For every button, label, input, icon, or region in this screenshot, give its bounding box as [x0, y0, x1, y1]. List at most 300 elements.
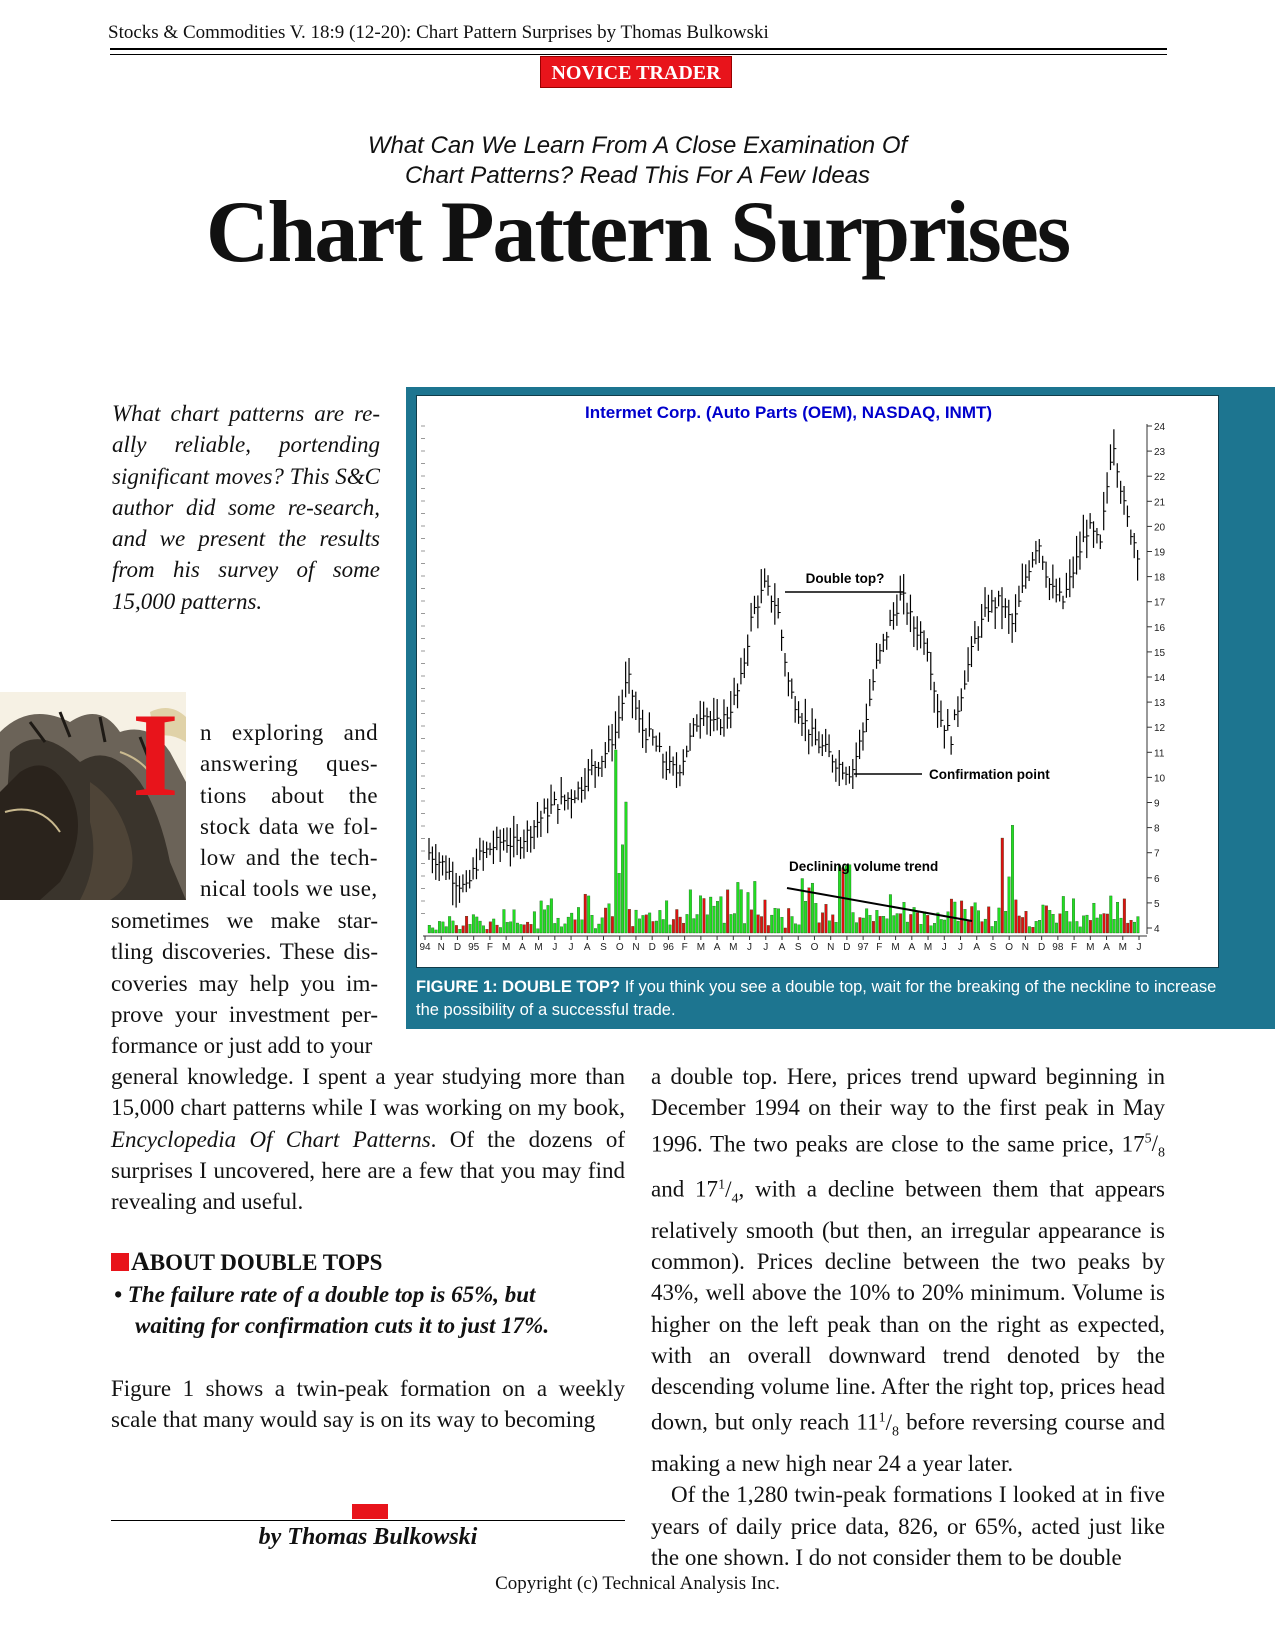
header-rule — [110, 48, 1167, 50]
volume-bar — [1116, 902, 1119, 933]
volume-bar — [960, 901, 963, 933]
volume-bar — [1038, 920, 1041, 933]
volume-bar — [784, 928, 787, 933]
volume-bar — [1035, 921, 1038, 933]
volume-bar — [1130, 920, 1133, 933]
volume-bar — [1001, 838, 1004, 933]
x-tick-label: 96 — [662, 942, 674, 953]
volume-bar — [774, 908, 777, 933]
x-tick-label: O — [1005, 942, 1014, 953]
x-tick-label: A — [519, 942, 526, 953]
volume-bar — [770, 915, 773, 933]
volume-bar — [1008, 877, 1011, 933]
x-tick-label: 97 — [857, 942, 869, 953]
subhead-square-icon — [111, 1253, 129, 1271]
y-tick-label: 19 — [1154, 547, 1166, 559]
x-tick-label: M — [501, 942, 511, 953]
volume-bar — [1059, 914, 1062, 933]
volume-bar — [747, 892, 750, 933]
volume-bar — [991, 926, 994, 933]
volume-bar — [621, 845, 624, 933]
volume-bar — [564, 924, 567, 933]
x-tick-label: F — [486, 942, 493, 953]
y-tick-label: 22 — [1154, 472, 1166, 484]
volume-bar — [591, 915, 594, 933]
y-tick-label: 13 — [1154, 698, 1166, 710]
volume-bar — [852, 912, 855, 933]
right-text-3: , with a decline between them that appears relatively smooth (but then, an irregular appearance is common). Prices decline between the two peaks by 43%, well above the 10% to 20% minimum. Volume is higher on the left peak than on the right as expected, with an overall downward trend denoted by the descending volume line. After the right top, prices head down, but only reach 11 — [651, 1176, 1165, 1436]
fraction-1: $^5/_8$ — [1144, 1131, 1165, 1161]
x-tick-label: J — [763, 942, 769, 953]
y-tick-label: 20 — [1154, 522, 1166, 534]
volume-bar — [892, 916, 895, 933]
volume-bar — [442, 922, 445, 933]
x-tick-label: 98 — [1052, 942, 1064, 953]
volume-bar — [947, 912, 950, 933]
volume-bar — [540, 901, 543, 933]
volume-bar — [628, 909, 631, 933]
volume-bar — [831, 915, 834, 933]
volume-bar — [662, 919, 665, 933]
volume-bar — [825, 904, 828, 933]
volume-bar — [709, 897, 712, 933]
x-tick-label: J — [747, 942, 753, 953]
y-tick-label: 6 — [1154, 873, 1160, 885]
volume-bar — [699, 896, 702, 933]
x-tick-label: S — [600, 942, 607, 953]
volume-bar — [567, 917, 570, 933]
chart-frame — [416, 395, 1219, 968]
volume-bar — [1082, 916, 1085, 933]
x-tick-label: M — [891, 942, 900, 953]
volume-bar — [672, 919, 675, 933]
volume-bar — [1018, 916, 1021, 933]
volume-bar — [1042, 905, 1045, 933]
deck-line-1: What Can We Learn From A Close Examination Of — [367, 132, 908, 159]
section-subhead — [111, 1247, 382, 1278]
volume-bar — [1120, 918, 1123, 933]
intro-text-continued — [111, 1061, 625, 1217]
caption-text: If you think you see a double top, wait for the breaking of the neckline to increase the possibility of a successful trade. — [416, 978, 1217, 1019]
x-tick-label: N — [1021, 942, 1030, 953]
volume-bar — [679, 917, 682, 933]
volume-bar — [520, 924, 523, 933]
volume-bar — [930, 926, 933, 933]
volume-bar — [981, 922, 984, 933]
volume-bar — [499, 927, 502, 933]
volume-bar — [509, 922, 512, 933]
volume-bar — [1086, 915, 1089, 933]
volume-bar — [882, 916, 885, 933]
volume-bar — [459, 929, 462, 933]
volume-bar — [692, 919, 695, 933]
volume-bar — [1045, 906, 1048, 933]
section-badge: NOVICE TRADER — [540, 56, 732, 88]
volume-bar — [536, 929, 539, 933]
volume-bar — [574, 920, 577, 933]
figure-caption — [416, 976, 1226, 1022]
volume-bar — [1133, 922, 1136, 933]
volume-bar — [781, 917, 784, 933]
volume-bar — [455, 925, 458, 933]
intro-text-narrow: n exploring and answering ques-tions about the stock data we fol-low and the tech-nical tools we use, — [200, 720, 378, 902]
volume-bar — [842, 868, 845, 933]
volume-bar — [889, 895, 892, 933]
volume-bar — [964, 909, 967, 933]
running-head: Stocks & Commodities V. 18:9 (12-20): Chart Pattern Surprises by Thomas Bulkowski — [108, 22, 769, 43]
headline: Chart Pattern Surprises — [205, 184, 1070, 281]
x-tick-label: F — [876, 942, 883, 953]
volume-bar — [560, 927, 563, 933]
volume-bar — [987, 907, 990, 933]
volume-bar — [696, 914, 699, 933]
volume-bar — [970, 906, 973, 933]
x-tick-label: M — [696, 942, 706, 953]
volume-bar — [899, 914, 902, 933]
volume-bar — [438, 921, 441, 933]
fraction-3: $^1/_8$ — [878, 1410, 899, 1440]
volume-bar — [431, 928, 434, 933]
volume-bar — [645, 915, 648, 933]
volume-bar — [533, 912, 536, 933]
y-tick-label: 5 — [1154, 898, 1160, 910]
key-finding-bullet — [114, 1279, 625, 1341]
volume-bar — [1004, 911, 1007, 933]
intro-text-wide: sometimes we make star-tling discoveries. These dis-coveries may help you im-prove your investment per-formance or just add to your — [111, 908, 378, 1059]
volume-bar — [1052, 914, 1055, 933]
volume-bar — [994, 921, 997, 933]
y-tick-label: 9 — [1154, 798, 1160, 810]
y-tick-label: 18 — [1154, 572, 1166, 584]
copyright-footer: Copyright (c) Technical Analysis Inc. — [495, 1573, 780, 1594]
annotation-volume-trend: Declining volume trend — [789, 859, 939, 874]
volume-bar — [1028, 927, 1031, 933]
volume-bar — [757, 915, 760, 933]
y-tick-label: 24 — [1154, 422, 1166, 433]
volume-bar — [1069, 922, 1072, 933]
volume-bar — [740, 890, 743, 933]
fraction-2-num: 1 — [718, 1177, 726, 1193]
fraction-3-num: 1 — [878, 1410, 886, 1426]
fraction-1-den: 8 — [1158, 1145, 1165, 1161]
volume-bar — [815, 903, 818, 933]
standfirst: What chart patterns are re-ally reliable, portending significant moves? This S&C author did some re-search, and we present the results from his survey of some 15,000 patterns. — [112, 401, 380, 614]
volume-bar — [794, 924, 797, 933]
volume-bar — [526, 922, 529, 933]
x-tick-label: D — [1038, 942, 1046, 953]
right-text-2: and 17 — [651, 1176, 719, 1202]
volume-bar — [716, 901, 719, 933]
volume-bar — [523, 925, 526, 933]
x-tick-label: F — [1071, 942, 1078, 953]
y-tick-label: 17 — [1154, 597, 1166, 609]
volume-bar — [665, 901, 668, 933]
bullet-line-1: • The failure rate of a double top is 65%, but — [114, 1282, 536, 1307]
x-tick-label: D — [648, 942, 656, 953]
volume-bar — [1062, 896, 1065, 933]
fraction-1-num: 5 — [1144, 1131, 1152, 1147]
x-tick-label: M — [1118, 942, 1127, 953]
right-text-1: a double top. Here, prices trend upward beginning in December 1994 on their way to the first peak in May 1996. The two peaks are close to the same price, 17 — [651, 1064, 1165, 1157]
volume-bar — [659, 910, 662, 933]
volume-bar — [838, 866, 841, 933]
volume-bar — [879, 916, 882, 933]
volume-bar — [1103, 914, 1106, 933]
volume-bar — [821, 913, 824, 933]
right-text-4: before reversing course and making a new high near 24 a year later. — [651, 1410, 1166, 1477]
volume-bar — [787, 908, 790, 933]
caption-label: FIGURE 1: DOUBLE TOP? — [416, 978, 621, 996]
volume-bar — [1079, 927, 1082, 933]
volume-bar — [1126, 923, 1129, 933]
volume-bar — [903, 902, 906, 933]
volume-bar — [570, 913, 573, 933]
volume-bar — [618, 873, 621, 933]
volume-bar — [530, 924, 533, 933]
volume-bar — [720, 897, 723, 933]
y-tick-label: 16 — [1154, 622, 1166, 634]
volume-bar — [547, 905, 550, 933]
volume-bar — [506, 922, 509, 933]
volume-bar — [730, 914, 733, 933]
book-title: Encyclopedia Of Chart Patterns — [111, 1126, 431, 1152]
volume-bar — [760, 917, 763, 933]
volume-bar — [872, 921, 875, 933]
volume-bar — [513, 910, 516, 933]
volume-bar — [1089, 920, 1092, 933]
y-tick-label: 10 — [1154, 773, 1166, 785]
volume-bar — [465, 916, 468, 933]
x-tick-label: D — [453, 942, 462, 953]
subhead-initial: A — [131, 1247, 150, 1276]
right-text-paragraph-2: Of the 1,280 twin-peak formations I looked at in five years of daily price data, 826, or 65%, acted just like the one shown. I do not consider them to be double — [651, 1482, 1165, 1570]
volume-bar — [859, 917, 862, 933]
volume-bar — [1076, 921, 1079, 933]
volume-bar — [764, 900, 767, 933]
volume-bar — [998, 908, 1001, 933]
volume-bar — [828, 921, 831, 933]
volume-bar — [984, 919, 987, 933]
figure-1 — [406, 387, 1275, 1029]
x-tick-label: D — [843, 942, 851, 953]
volume-bar — [553, 923, 556, 933]
volume-bar — [933, 923, 936, 933]
x-tick-label: M — [729, 942, 738, 953]
annotation-confirmation: Confirmation point — [929, 767, 1050, 782]
volume-bar — [923, 912, 926, 933]
volume-bar — [1123, 899, 1126, 933]
volume-bar — [811, 883, 814, 933]
header-rule-thin — [110, 54, 1167, 55]
x-tick-label: F — [681, 942, 688, 953]
volume-bar — [479, 921, 482, 933]
x-tick-label: A — [973, 942, 981, 953]
volume-bar — [550, 899, 553, 933]
y-tick-label: 8 — [1154, 823, 1160, 835]
volume-bar — [496, 925, 499, 933]
volume-bar — [587, 896, 590, 933]
volume-bar — [1055, 923, 1058, 933]
y-tick-label: 7 — [1154, 848, 1160, 860]
volume-bar — [489, 922, 492, 933]
volume-bar — [625, 802, 628, 933]
x-tick-label: 95 — [468, 942, 480, 953]
volume-bar — [1072, 899, 1075, 933]
volume-bar — [869, 915, 872, 933]
volume-bar — [594, 928, 597, 933]
volume-bar — [492, 919, 495, 933]
volume-bar — [584, 894, 587, 933]
volume-bar — [686, 914, 689, 933]
fraction-2-den: 4 — [731, 1191, 739, 1207]
y-tick-label: 23 — [1154, 447, 1166, 459]
volume-bar — [475, 917, 478, 933]
volume-bar — [648, 913, 651, 933]
volume-bar — [608, 904, 611, 933]
fraction-2: $^1/_4$ — [718, 1176, 739, 1207]
right-column-text — [651, 1061, 1165, 1573]
volume-bar — [448, 916, 451, 933]
volume-bar — [743, 923, 746, 933]
volume-bar — [1065, 911, 1068, 933]
volume-bar — [801, 879, 804, 933]
y-tick-label: 14 — [1154, 673, 1166, 684]
volume-bar — [598, 924, 601, 933]
volume-bar — [428, 925, 431, 933]
volume-bar — [737, 882, 740, 933]
byline-marker — [352, 1504, 388, 1519]
volume-bar — [676, 909, 679, 933]
volume-bar — [1093, 903, 1096, 933]
volume-bar — [886, 919, 889, 933]
volume-bar — [652, 921, 655, 933]
chart-title: Intermet Corp. (Auto Parts (OEM), NASDAQ, INMT) — [584, 403, 993, 422]
volume-bar — [689, 890, 692, 933]
intro-text-b: . Of the dozens of surprises I uncovered, here are a few that you may find revealing and useful. — [111, 1126, 625, 1215]
x-tick-label: M — [923, 942, 933, 953]
volume-bar — [777, 909, 780, 933]
x-tick-label: N — [437, 942, 445, 953]
volume-bar — [503, 909, 506, 933]
x-tick-label: A — [908, 942, 916, 953]
x-tick-label: A — [583, 942, 591, 953]
x-tick-label: O — [810, 942, 819, 953]
volume-bar — [926, 915, 929, 933]
x-tick-label: J — [1136, 942, 1142, 953]
volume-bar — [604, 908, 607, 933]
volume-bar — [1015, 900, 1018, 933]
y-tick-label: 12 — [1154, 723, 1166, 735]
volume-bar — [713, 906, 716, 933]
volume-bar — [896, 914, 899, 933]
volume-bar — [977, 911, 980, 933]
volume-bar — [601, 918, 604, 933]
volume-bar — [635, 910, 638, 933]
volume-bar — [682, 923, 685, 933]
x-tick-label: A — [1103, 942, 1110, 953]
x-tick-label: N — [827, 942, 835, 953]
x-tick-label: A — [713, 942, 721, 953]
volume-bar — [1113, 919, 1116, 933]
byline: by Thomas Bulkowski — [258, 1524, 478, 1550]
x-tick-label: S — [989, 942, 997, 953]
volume-bar — [723, 923, 726, 933]
volume-bar — [1096, 918, 1099, 933]
volume-bar — [835, 922, 838, 933]
volume-bar — [855, 923, 858, 933]
volume-bar — [614, 750, 617, 933]
intro-text-a: general knowledge. I spent a year studying more than 15,000 chart patterns while I was working on my book, — [111, 1064, 625, 1121]
annotation-double-top: Double top? — [805, 571, 885, 586]
volume-bar — [950, 899, 953, 933]
bullet-line-2: waiting for confirmation cuts it to just 17%. — [135, 1313, 550, 1338]
volume-bar — [1048, 910, 1051, 933]
drop-cap-letter: I — [132, 688, 179, 821]
volume-bar — [818, 923, 821, 933]
volume-bar — [472, 915, 475, 933]
y-tick-label: 4 — [1154, 924, 1160, 935]
volume-bar — [577, 907, 580, 933]
volume-bar — [1032, 927, 1035, 933]
volume-bar — [1099, 915, 1102, 933]
volume-bar — [543, 910, 546, 933]
volume-bar — [445, 927, 448, 933]
volume-bar — [865, 909, 868, 933]
volume-bar — [943, 920, 946, 933]
x-tick-label: J — [958, 942, 963, 953]
price-volume-chart — [417, 396, 1220, 969]
volume-bar — [750, 910, 753, 933]
volume-bar — [642, 915, 645, 933]
volume-bar — [581, 920, 584, 933]
fraction-3-den: 8 — [891, 1424, 899, 1440]
volume-bar — [1137, 917, 1140, 933]
volume-bar — [753, 881, 756, 933]
volume-bar — [435, 930, 438, 933]
volume-bar — [703, 898, 706, 933]
x-tick-label: J — [568, 942, 574, 953]
volume-bar — [482, 926, 485, 933]
volume-bar — [791, 916, 794, 933]
volume-bar — [940, 919, 943, 933]
volume-bar — [906, 922, 909, 933]
volume-bar — [706, 915, 709, 933]
volume-bar — [631, 926, 634, 933]
volume-bar — [767, 925, 770, 933]
subhead-rest: BOUT DOUBLE TOPS — [149, 1250, 383, 1275]
x-tick-label: M — [1086, 942, 1095, 953]
volume-bar — [655, 921, 658, 933]
volume-bar — [862, 918, 865, 933]
x-tick-label: S — [794, 942, 802, 953]
volume-bar — [957, 921, 960, 933]
volume-bar — [1021, 917, 1024, 933]
volume-bar — [1011, 825, 1014, 933]
volume-bar — [726, 890, 729, 933]
volume-bar — [798, 925, 801, 933]
byline-rule — [111, 1520, 625, 1521]
figure-discussion-text: Figure 1 shows a twin-peak formation on a weekly scale that many would say is on its way to becoming — [111, 1376, 625, 1433]
volume-bar — [669, 925, 672, 933]
x-tick-label: N — [632, 942, 640, 953]
volume-bar — [486, 929, 489, 933]
y-tick-label: 11 — [1154, 748, 1165, 760]
volume-bar — [469, 924, 472, 933]
x-tick-label: J — [941, 942, 947, 953]
volume-bar — [1106, 914, 1109, 933]
x-tick-label: O — [615, 942, 624, 953]
volume-bar — [808, 888, 811, 933]
